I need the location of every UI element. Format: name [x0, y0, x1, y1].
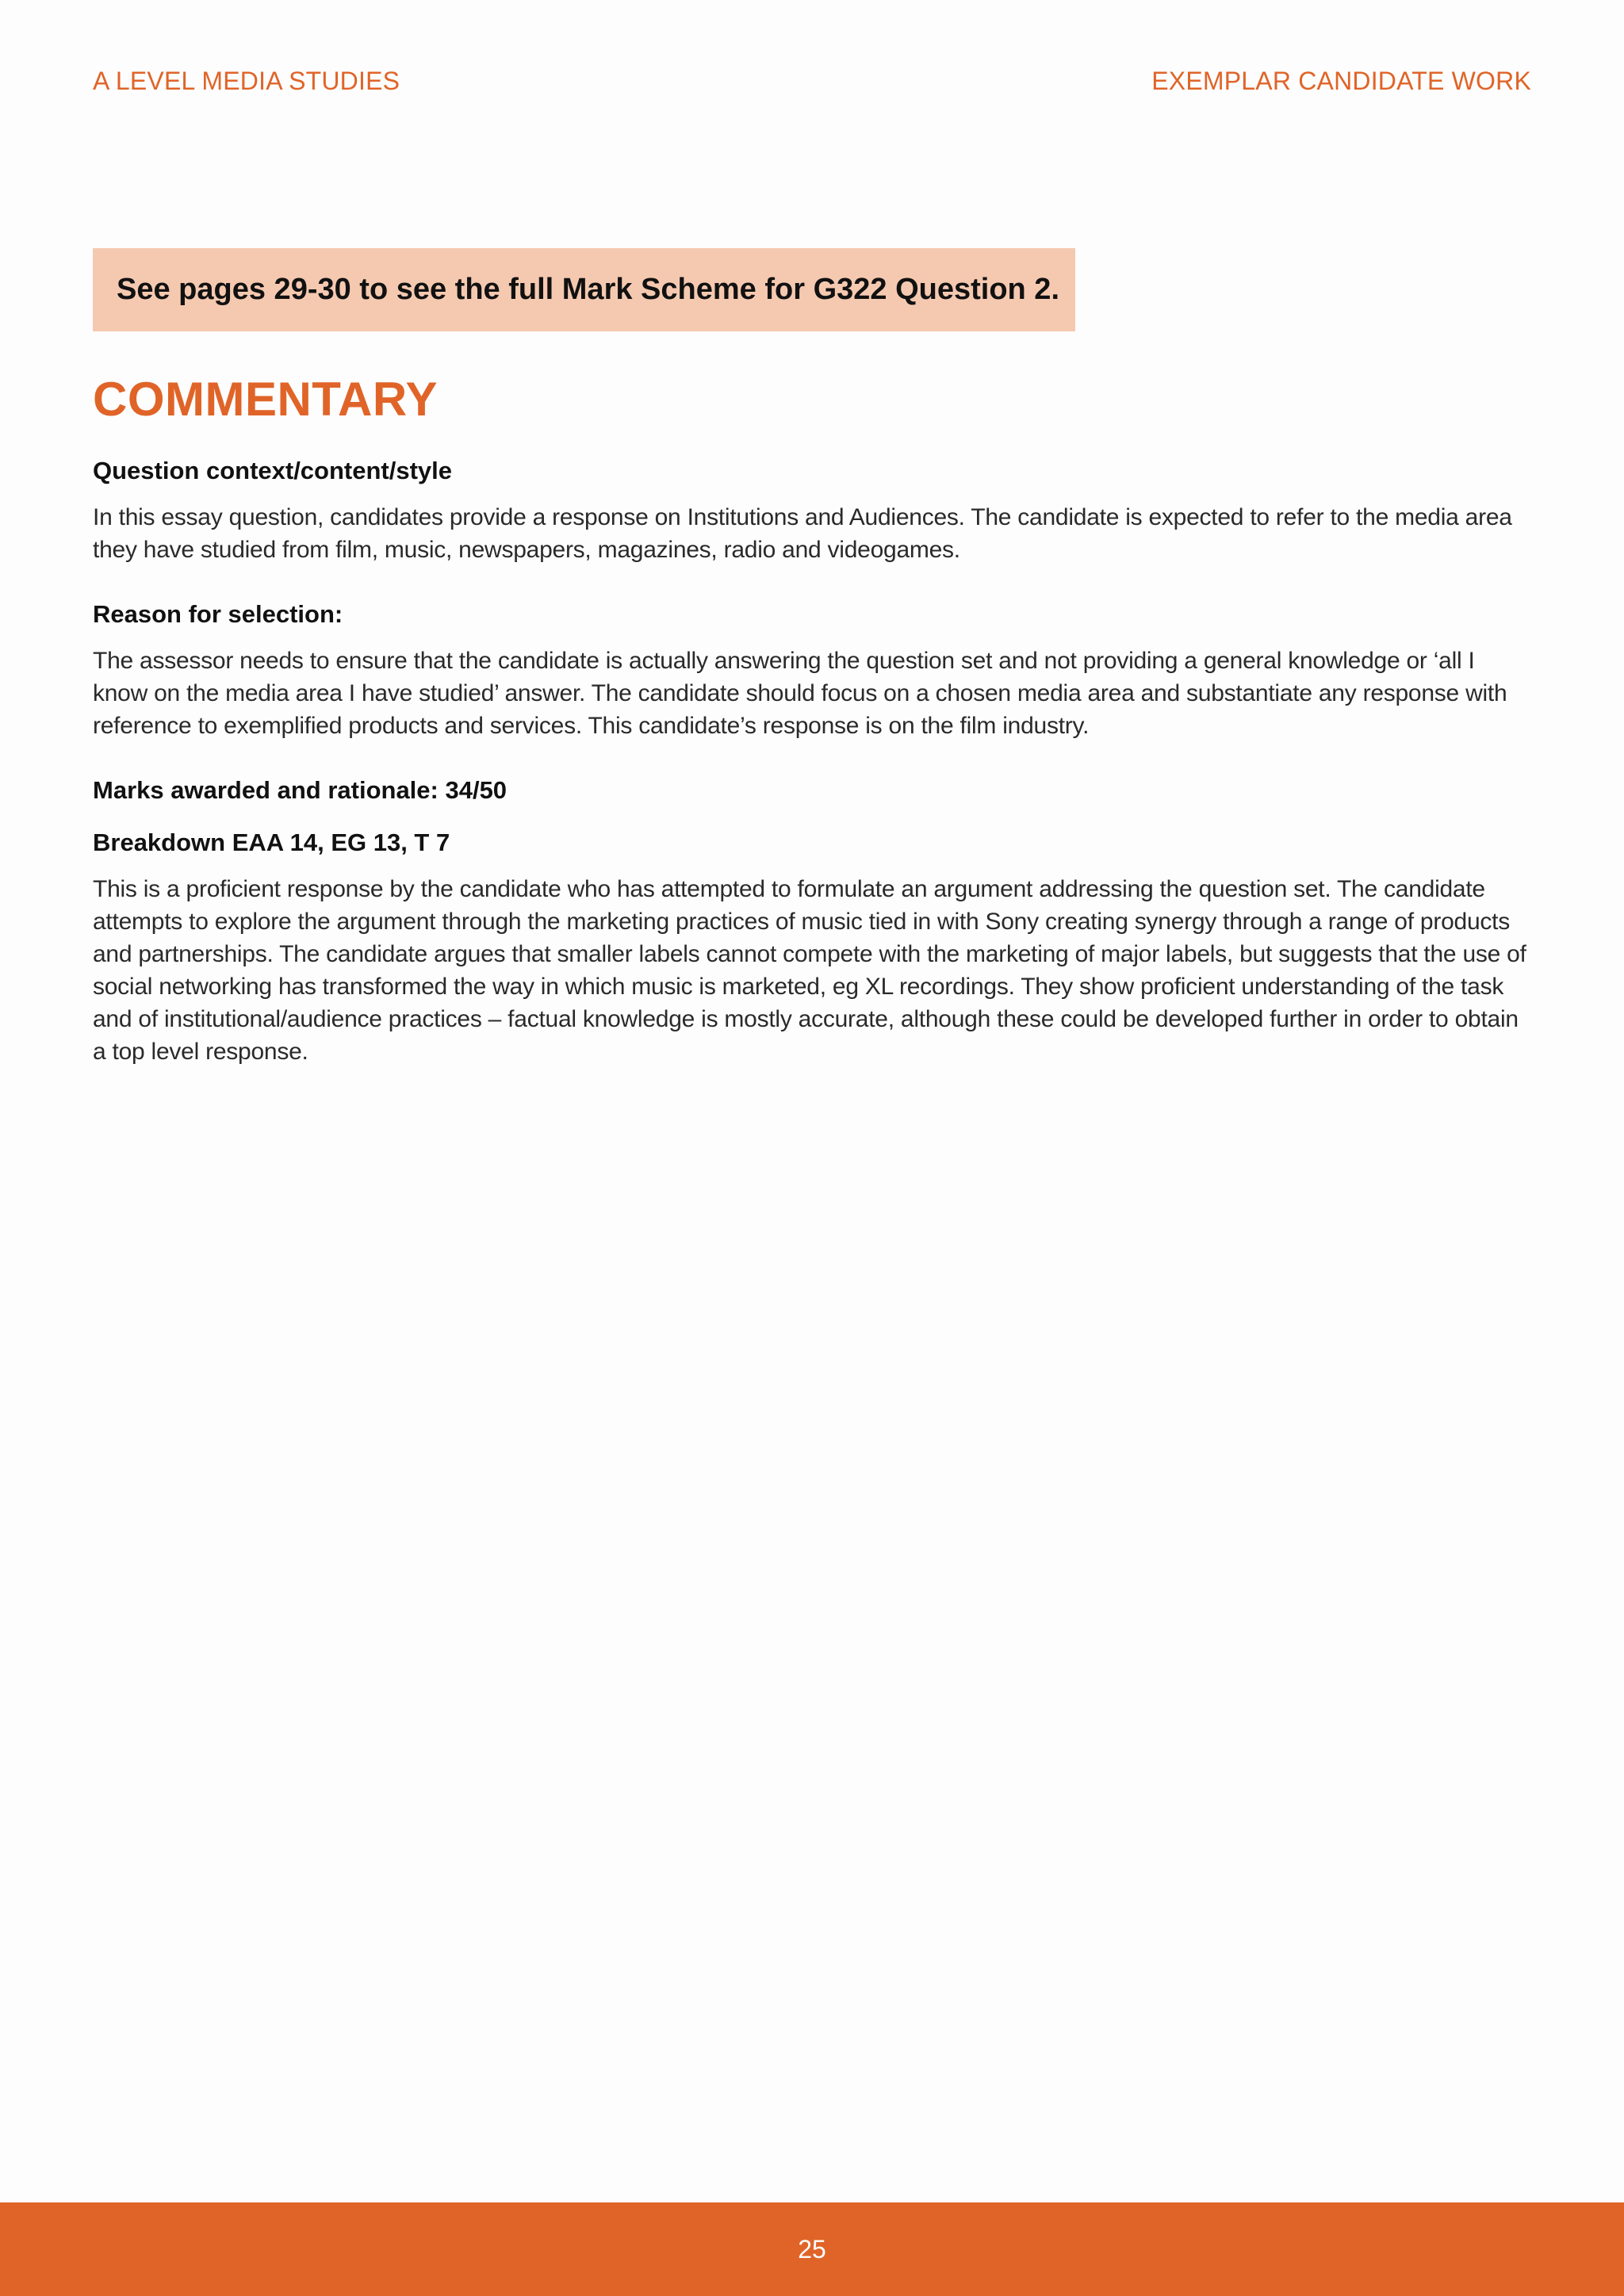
- paragraph-breakdown: This is a proficient response by the candidate who has attempted to formulate an argument addressing the question set. The candidate attempts to explore the argument through the marketing practices of music tied in with Sony creating synergy through a range of products and partnerships. The candidate argues that smaller labels cannot compete with the marketing of major labels, but suggests that the use of social networking has transformed the way in which music is marketed, eg XL recordings. They show proficient understanding of the task and of institutional/audience practices – factual knowledge is mostly accurate, although these could be developed further in order to obtain a top level response.: [93, 876, 1526, 1065]
- running-header-left: A LEVEL MEDIA STUDIES: [93, 67, 400, 95]
- page-number: 25: [798, 2234, 826, 2263]
- subheading-question-context: Question context/content/style: [93, 457, 453, 484]
- mark-scheme-callout: [93, 248, 1075, 331]
- footer-bar: [0, 2202, 1624, 2296]
- subheading-marks-awarded: Marks awarded and rationale: 34/50: [93, 775, 508, 804]
- subheading-reason-for-selection: Reason for selection:: [93, 599, 343, 628]
- running-header-right: EXEMPLAR CANDIDATE WORK: [1151, 67, 1531, 95]
- callout-text: See pages 29-30 to see the full Mark Scheme for G322 Question 2.: [117, 273, 1060, 306]
- subheading-breakdown: Breakdown EAA 14, EG 13, T 7: [93, 828, 450, 857]
- paragraph-question-context: In this essay question, candidates provide a response on Institutions and Audiences. The candidate is expected to refer to the media area they have studied from film, music, newspapers, magazines, radio and videogames.: [93, 503, 1512, 563]
- paragraph-reason-for-selection: The assessor needs to ensure that the candidate is actually answering the question set and not providing a general knowledge or ‘all I know on the media area I have studied’ answer. The candidate should focus on a chosen media area and substantiate any response with reference to exemplified products and services. This candidate’s response is on the film industry.: [93, 647, 1507, 739]
- commentary-section: [93, 374, 1533, 1101]
- section-title: COMMENTARY: [93, 373, 438, 426]
